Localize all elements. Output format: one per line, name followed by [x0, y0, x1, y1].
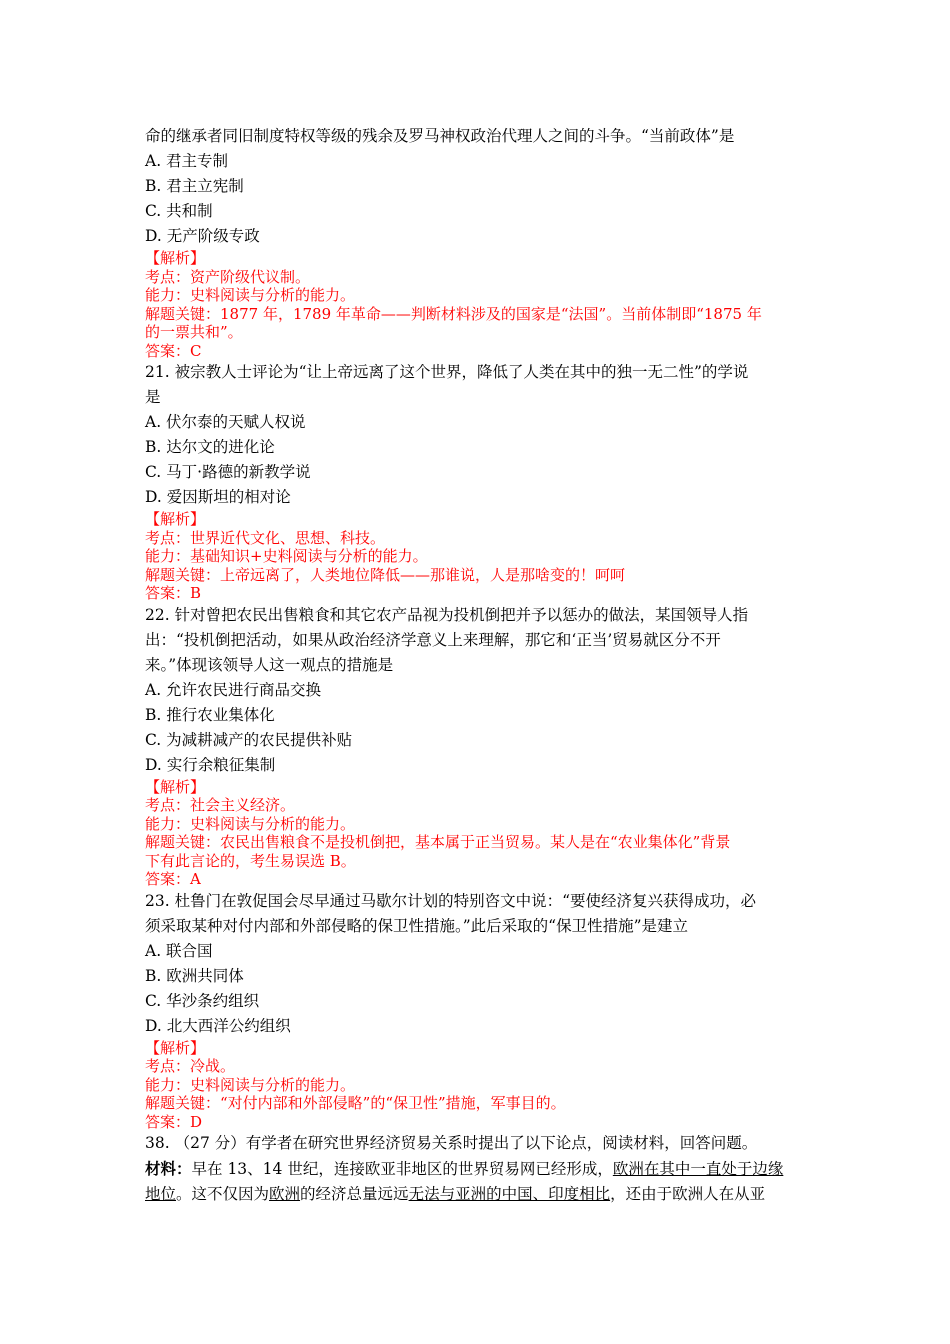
analysis-header: 【解析】: [145, 1038, 206, 1057]
material-underline: 欧洲在其中一直处于边缘: [612, 1160, 784, 1178]
analysis-point: 考点：资产阶级代议制。: [145, 267, 311, 286]
material-label: 材料：: [145, 1159, 192, 1178]
q21-stem-cont: 是: [145, 388, 161, 406]
q22-stem-cont2: 来。”体现该领导人这一观点的措施是: [145, 655, 394, 674]
q20-stem: 命的继承者同旧制度特权等级的残余及罗马神权政治代理人之间的斗争。“当前政体”是: [145, 127, 735, 145]
q22-option-b: B. 推行农业集体化: [145, 705, 275, 724]
q21-option-c: C. 马丁·路德的新教学说: [145, 463, 311, 481]
analysis-header: 【解析】: [145, 510, 206, 528]
q20-option-a: A. 君主专制: [145, 152, 229, 170]
analysis-key: 解题关键：农民出售粮食不是投机倒把，基本属于正当贸易。某人是在“农业集体化”背景: [145, 833, 731, 851]
q21-option-a: A. 伏尔泰的天赋人权说: [145, 413, 306, 431]
q23-option-d: D. 北大西洋公约组织: [145, 1016, 291, 1035]
q20-analysis: [145, 249, 815, 360]
q23-analysis: [145, 1039, 815, 1132]
analysis-point: 考点：社会主义经济。: [145, 796, 296, 814]
material-text: 早在 13、14 世纪，连接欧亚非地区的世界贸易网已经形成，: [191, 1160, 613, 1178]
q23-option-c: C. 华沙条约组织: [145, 991, 260, 1010]
analysis-key: 解题关键：“对付内部和外部侵略”的“保卫性”措施，军事目的。: [145, 1094, 566, 1112]
analysis-ability: 能力：史料阅读与分析的能力。: [145, 286, 356, 304]
q21-analysis: [145, 510, 815, 603]
analysis-ability: 能力：史料阅读与分析的能力。: [145, 1075, 356, 1094]
material-underline: 无法与亚洲的中国、印度相比: [408, 1185, 611, 1203]
material-text: ，还由于欧洲人在从亚: [610, 1185, 766, 1203]
analysis-point: 考点：冷战。: [145, 1057, 236, 1075]
analysis-key-cont: 的一票共和”。: [145, 323, 243, 341]
analysis-answer: 答案：B: [145, 584, 202, 602]
material-underline: 欧洲: [269, 1185, 301, 1203]
analysis-answer: 答案：A: [145, 870, 201, 888]
q38-stem: 38. （27 分）有学者在研究世界经济贸易关系时提出了以下论点，阅读材料，回答问题。: [145, 1134, 758, 1152]
q38-material-line2: [145, 1182, 815, 1207]
material-text: 的经济总量远远: [300, 1185, 409, 1203]
q23-option-b: B. 欧洲共同体: [145, 966, 244, 985]
q23-option-a: A. 联合国: [145, 941, 213, 960]
q22-option-c: C. 为减耕减产的农民提供补贴: [145, 730, 353, 749]
q21-option-b: B. 达尔文的进化论: [145, 438, 275, 456]
q22-stem: 22. 针对曾把农民出售粮食和其它农产品视为投机倒把并予以惩办的做法，某国领导人指: [145, 605, 749, 624]
q21-stem: 21. 被宗教人士评论为“让上帝远离了这个世界，降低了人类在其中的独一无二性”的学说: [145, 363, 749, 381]
q20-option-b: B. 君主立宪制: [145, 177, 244, 195]
analysis-answer: 答案：C: [145, 341, 202, 360]
q22-analysis: [145, 778, 815, 889]
material-underline: 地位: [145, 1185, 177, 1203]
material-text: 。这不仅因为: [176, 1185, 270, 1203]
analysis-answer: 答案：D: [145, 1112, 203, 1131]
analysis-header: 【解析】: [145, 249, 206, 267]
q38-material-line1: [145, 1156, 815, 1182]
analysis-point: 考点：世界近代文化、思想、科技。: [145, 528, 386, 547]
analysis-header: 【解析】: [145, 777, 206, 796]
analysis-ability: 能力：史料阅读与分析的能力。: [145, 814, 356, 833]
analysis-key: 解题关键：1877 年，1789 年革命——判断材料涉及的国家是“法国”。当前体制即“1875 年: [145, 304, 762, 323]
q22-stem-cont: 出：“投机倒把活动，如果从政治经济学意义上来理解，那它和‘正当’贸易就区分不开: [145, 630, 721, 649]
q23-stem-cont: 须采取某种对付内部和外部侵略的保卫性措施。”此后采取的“保卫性措施”是建立: [145, 916, 689, 935]
analysis-ability: 能力：基础知识+史料阅读与分析的能力。: [145, 547, 428, 565]
analysis-key: 解题关键：上帝远离了，人类地位降低——那谁说，人是那啥变的！呵呵: [145, 565, 626, 584]
q20-option-c: C. 共和制: [145, 202, 213, 220]
analysis-key-cont: 下有此言论的，考生易误选 B。: [145, 851, 356, 870]
document-body: [145, 124, 815, 1207]
q20-option-d: D. 无产阶级专政: [145, 227, 260, 245]
q22-option-a: A. 允许农民进行商品交换: [145, 680, 322, 699]
q23-stem: 23. 杜鲁门在敦促国会尽早通过马歇尔计划的特别咨文中说：“要使经济复兴获得成功，必: [145, 891, 757, 910]
q22-option-d: D. 实行余粮征集制: [145, 755, 276, 774]
q21-option-d: D. 爱因斯坦的相对论: [145, 488, 291, 506]
